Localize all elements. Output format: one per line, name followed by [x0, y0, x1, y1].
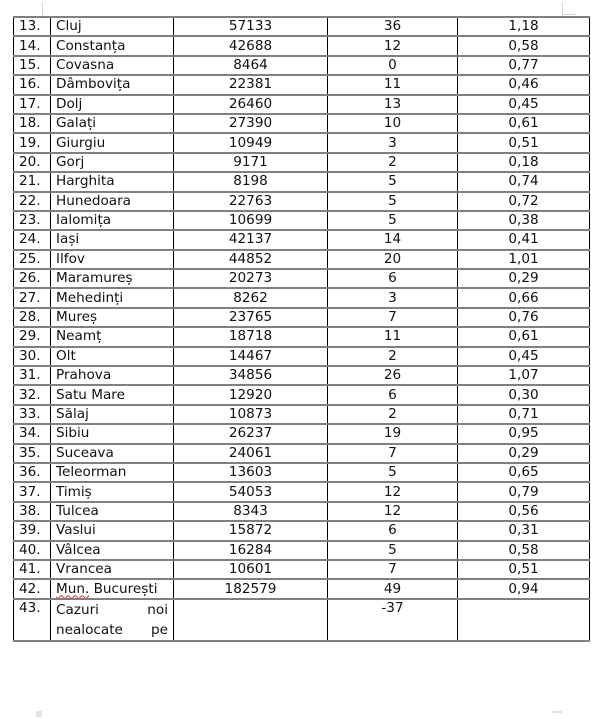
county-name-cell[interactable]: Mureș — [51, 308, 174, 327]
incidence-rate-cell[interactable]: 1,01 — [458, 250, 590, 269]
table-row — [14, 230, 590, 249]
total-cases-cell[interactable]: 10949 — [174, 133, 328, 152]
incidence-rate-cell[interactable]: 0,41 — [458, 230, 590, 249]
row-number-cell[interactable]: 34. — [14, 424, 51, 443]
incidence-rate-cell[interactable]: 0,51 — [458, 560, 590, 579]
table-row — [14, 172, 590, 191]
table-row — [14, 327, 590, 346]
total-cases-cell[interactable]: 8198 — [174, 172, 328, 191]
table-row — [14, 366, 590, 385]
table-row — [14, 192, 590, 211]
new-cases-cell[interactable]: 7 — [328, 308, 458, 327]
county-name-cell[interactable]: Vrancea — [51, 560, 174, 579]
table-row-unallocated — [14, 599, 590, 641]
county-name-cell[interactable]: Constanța — [51, 36, 174, 55]
county-name-cell[interactable]: Satu Mare — [51, 385, 174, 404]
total-cases-cell[interactable]: 8262 — [174, 288, 328, 307]
incidence-rate-cell[interactable]: 0,29 — [458, 444, 590, 463]
new-cases-cell[interactable]: 7 — [328, 444, 458, 463]
incidence-rate-cell[interactable]: 0,46 — [458, 75, 590, 94]
new-cases-cell[interactable]: 5 — [328, 211, 458, 230]
table-row — [14, 17, 590, 36]
incidence-rate-cell[interactable]: 1,18 — [458, 17, 590, 36]
incidence-rate-cell[interactable]: 0,51 — [458, 133, 590, 152]
total-cases-cell[interactable]: 8464 — [174, 56, 328, 75]
new-cases-cell[interactable]: 5 — [328, 192, 458, 211]
total-cases-cell[interactable]: 8343 — [174, 502, 328, 521]
row-number-cell[interactable]: 37. — [14, 482, 51, 501]
table-row — [14, 502, 590, 521]
incidence-rate-cell[interactable]: 0,58 — [458, 36, 590, 55]
table-row — [14, 463, 590, 482]
table-row — [14, 56, 590, 75]
new-cases-cell[interactable]: 6 — [328, 269, 458, 288]
table-row — [14, 75, 590, 94]
total-cases-cell[interactable]: 10699 — [174, 211, 328, 230]
incidence-rate-cell[interactable]: 0,71 — [458, 405, 590, 424]
new-cases-cell[interactable]: 10 — [328, 114, 458, 133]
total-cases-cell[interactable]: 22381 — [174, 75, 328, 94]
total-cases-cell[interactable]: 13603 — [174, 463, 328, 482]
incidence-rate-cell[interactable]: 0,29 — [458, 269, 590, 288]
row-number-cell[interactable]: 38. — [14, 502, 51, 521]
total-cases-cell[interactable]: 15872 — [174, 521, 328, 540]
county-name-cell[interactable]: Sibiu — [51, 424, 174, 443]
new-cases-cell[interactable]: 0 — [328, 56, 458, 75]
table-row — [14, 269, 590, 288]
row-number-cell[interactable]: 31. — [14, 366, 51, 385]
county-name-cell[interactable]: Mehedinți — [51, 288, 174, 307]
county-name-prefix: Mun. — [56, 580, 90, 597]
page-corner-mark-top-right-horizontal — [562, 14, 576, 15]
total-cases-cell[interactable]: 9171 — [174, 153, 328, 172]
row-number-cell[interactable]: 29. — [14, 327, 51, 346]
county-name-cell[interactable] — [51, 579, 174, 598]
new-cases-cell[interactable]: 14 — [328, 230, 458, 249]
incidence-rate-cell[interactable]: 0,77 — [458, 56, 590, 75]
incidence-rate-cell[interactable]: 0,94 — [458, 579, 590, 598]
table-body — [14, 17, 590, 641]
row-number-cell[interactable]: 20. — [14, 153, 51, 172]
new-cases-cell[interactable]: 5 — [328, 463, 458, 482]
incidence-rate-cell[interactable]: 0,61 — [458, 114, 590, 133]
table-row — [14, 288, 590, 307]
row-number-cell[interactable]: 25. — [14, 250, 51, 269]
incidence-rate-cell[interactable]: 1,07 — [458, 366, 590, 385]
new-cases-cell[interactable]: 5 — [328, 172, 458, 191]
incidence-rate-cell[interactable]: 0,61 — [458, 327, 590, 346]
total-cases-cell[interactable]: 16284 — [174, 541, 328, 560]
new-cases-cell[interactable]: 5 — [328, 541, 458, 560]
incidence-rate-cell[interactable]: 0,65 — [458, 463, 590, 482]
table-row — [14, 424, 590, 443]
new-cases-cell[interactable]: 6 — [328, 521, 458, 540]
row-number-cell[interactable]: 30. — [14, 347, 51, 366]
county-name-cell[interactable]: Iași — [51, 230, 174, 249]
total-cases-cell[interactable]: 24061 — [174, 444, 328, 463]
county-name-cell[interactable]: Olt — [51, 347, 174, 366]
county-name-cell[interactable]: Neamț — [51, 327, 174, 346]
county-name-cell[interactable]: Suceava — [51, 444, 174, 463]
table-row — [14, 347, 590, 366]
county-name-cell[interactable]: Vaslui — [51, 521, 174, 540]
table-row — [14, 36, 590, 55]
row-number-cell[interactable]: 41. — [14, 560, 51, 579]
table-row — [14, 385, 590, 404]
table-row — [14, 482, 590, 501]
row-number-cell[interactable]: 26. — [14, 269, 51, 288]
new-cases-cell[interactable]: 7 — [328, 560, 458, 579]
row-number-cell[interactable]: 19. — [14, 133, 51, 152]
page-corner-mark-top-left — [42, 2, 43, 16]
row-number-cell[interactable]: 32. — [14, 385, 51, 404]
total-cases-cell[interactable]: 10601 — [174, 560, 328, 579]
county-name-cell[interactable]: Hunedoara — [51, 192, 174, 211]
total-cases-cell[interactable]: 42137 — [174, 230, 328, 249]
table-row — [14, 133, 590, 152]
incidence-rate-cell[interactable]: 0,38 — [458, 211, 590, 230]
new-cases-cell[interactable]: 11 — [328, 75, 458, 94]
row-number-cell[interactable]: 42. — [14, 579, 51, 598]
table-row — [14, 308, 590, 327]
new-cases-cell[interactable]: 49 — [328, 579, 458, 598]
county-cases-table — [13, 16, 590, 642]
row-number-cell[interactable]: 15. — [14, 56, 51, 75]
new-cases-cell[interactable]: 12 — [328, 482, 458, 501]
total-cases-cell[interactable]: 22763 — [174, 192, 328, 211]
table-row — [14, 405, 590, 424]
total-cases-cell[interactable]: 10873 — [174, 405, 328, 424]
county-name-cell[interactable]: Maramureș — [51, 269, 174, 288]
row-number-cell[interactable]: 28. — [14, 308, 51, 327]
table-row — [14, 153, 590, 172]
table-row — [14, 211, 590, 230]
county-name-cell[interactable]: Prahova — [51, 366, 174, 385]
incidence-rate-cell[interactable]: 0,66 — [458, 288, 590, 307]
row-number-cell[interactable]: 16. — [14, 75, 51, 94]
row-number-cell[interactable]: 22. — [14, 192, 51, 211]
row-number-cell[interactable]: 23. — [14, 211, 51, 230]
new-cases-cell[interactable]: -37 — [328, 599, 458, 641]
incidence-rate-cell[interactable]: 0,18 — [458, 153, 590, 172]
incidence-rate-cell[interactable]: 0,56 — [458, 502, 590, 521]
row-number-cell[interactable]: 39. — [14, 521, 51, 540]
incidence-rate-cell[interactable]: 0,79 — [458, 482, 590, 501]
new-cases-cell[interactable]: 2 — [328, 347, 458, 366]
total-cases-cell[interactable]: 14467 — [174, 347, 328, 366]
county-name-cell[interactable]: Dolj — [51, 95, 174, 114]
total-cases-cell[interactable]: 57133 — [174, 17, 328, 36]
new-cases-cell[interactable]: 2 — [328, 405, 458, 424]
new-cases-cell[interactable]: 19 — [328, 424, 458, 443]
new-cases-cell[interactable]: 26 — [328, 366, 458, 385]
total-cases-cell[interactable]: 27390 — [174, 114, 328, 133]
county-name-cell[interactable]: Cluj — [51, 17, 174, 36]
table-row — [14, 560, 590, 579]
row-number-cell[interactable]: 35. — [14, 444, 51, 463]
total-cases-cell[interactable]: 54053 — [174, 482, 328, 501]
new-cases-cell[interactable]: 6 — [328, 385, 458, 404]
incidence-rate-cell[interactable]: 0,45 — [458, 95, 590, 114]
row-number-cell[interactable]: 14. — [14, 36, 51, 55]
new-cases-cell[interactable]: 20 — [328, 250, 458, 269]
total-cases-cell[interactable]: 12920 — [174, 385, 328, 404]
row-number-cell[interactable]: 33. — [14, 405, 51, 424]
total-cases-cell[interactable]: 44852 — [174, 250, 328, 269]
page-corner-mark-bottom-right — [552, 711, 562, 713]
page-corner-mark-bottom-left — [36, 711, 42, 717]
row-number-cell[interactable]: 27. — [14, 288, 51, 307]
county-name-cell[interactable]: Timiș — [51, 482, 174, 501]
incidence-rate-cell[interactable]: 0,58 — [458, 541, 590, 560]
row-number-cell[interactable]: 18. — [14, 114, 51, 133]
row-number-cell[interactable]: 24. — [14, 230, 51, 249]
new-cases-cell[interactable]: 12 — [328, 36, 458, 55]
total-cases-cell[interactable]: 42688 — [174, 36, 328, 55]
table-row — [14, 444, 590, 463]
incidence-rate-cell[interactable]: 0,31 — [458, 521, 590, 540]
county-name-cell[interactable]: Sălaj — [51, 405, 174, 424]
total-cases-cell[interactable]: 34856 — [174, 366, 328, 385]
row-number-cell[interactable]: 43. — [14, 599, 51, 641]
incidence-rate-cell[interactable]: 0,74 — [458, 172, 590, 191]
incidence-rate-cell[interactable]: 0,76 — [458, 308, 590, 327]
table-row — [14, 114, 590, 133]
row-number-cell[interactable]: 13. — [14, 17, 51, 36]
table-row — [14, 250, 590, 269]
new-cases-cell[interactable]: 3 — [328, 288, 458, 307]
row-number-cell[interactable]: 21. — [14, 172, 51, 191]
total-cases-cell[interactable]: 23765 — [174, 308, 328, 327]
county-name-cell[interactable]: Gorj — [51, 153, 174, 172]
row-number-cell[interactable]: 17. — [14, 95, 51, 114]
county-name-cell[interactable]: Tulcea — [51, 502, 174, 521]
county-name-cell[interactable]: Vâlcea — [51, 541, 174, 560]
county-name-cell[interactable]: Giurgiu — [51, 133, 174, 152]
total-cases-cell[interactable]: 20273 — [174, 269, 328, 288]
new-cases-cell[interactable]: 3 — [328, 133, 458, 152]
table-row-bucuresti — [14, 579, 590, 598]
table-row — [14, 541, 590, 560]
county-name-cell[interactable]: Harghita — [51, 172, 174, 191]
new-cases-cell[interactable]: 12 — [328, 502, 458, 521]
county-name-cell[interactable]: Teleorman — [51, 463, 174, 482]
incidence-rate-cell[interactable] — [458, 599, 590, 641]
incidence-rate-cell[interactable]: 0,45 — [458, 347, 590, 366]
new-cases-cell[interactable]: 13 — [328, 95, 458, 114]
table-row — [14, 95, 590, 114]
county-name-rest: București — [89, 580, 158, 597]
table-row — [14, 521, 590, 540]
new-cases-cell[interactable]: 36 — [328, 17, 458, 36]
unallocated-label: Cazuri noi nealocate pe — [56, 601, 168, 638]
incidence-rate-cell[interactable]: 0,30 — [458, 385, 590, 404]
new-cases-cell[interactable]: 11 — [328, 327, 458, 346]
total-cases-cell[interactable]: 26237 — [174, 424, 328, 443]
row-number-cell[interactable]: 36. — [14, 463, 51, 482]
county-name-cell[interactable]: Ilfov — [51, 250, 174, 269]
row-number-cell[interactable]: 40. — [14, 541, 51, 560]
county-name-cell[interactable]: Dâmbovița — [51, 75, 174, 94]
incidence-rate-cell[interactable]: 0,95 — [458, 424, 590, 443]
total-cases-cell[interactable]: 18718 — [174, 327, 328, 346]
incidence-rate-cell[interactable]: 0,72 — [458, 192, 590, 211]
total-cases-cell[interactable] — [174, 599, 328, 641]
county-name-cell[interactable]: Covasna — [51, 56, 174, 75]
total-cases-cell[interactable]: 26460 — [174, 95, 328, 114]
county-name-cell[interactable]: Ialomița — [51, 211, 174, 230]
total-cases-cell[interactable]: 182579 — [174, 579, 328, 598]
unallocated-label-cell[interactable] — [51, 599, 174, 641]
new-cases-cell[interactable]: 2 — [328, 153, 458, 172]
county-name-cell[interactable]: Galați — [51, 114, 174, 133]
